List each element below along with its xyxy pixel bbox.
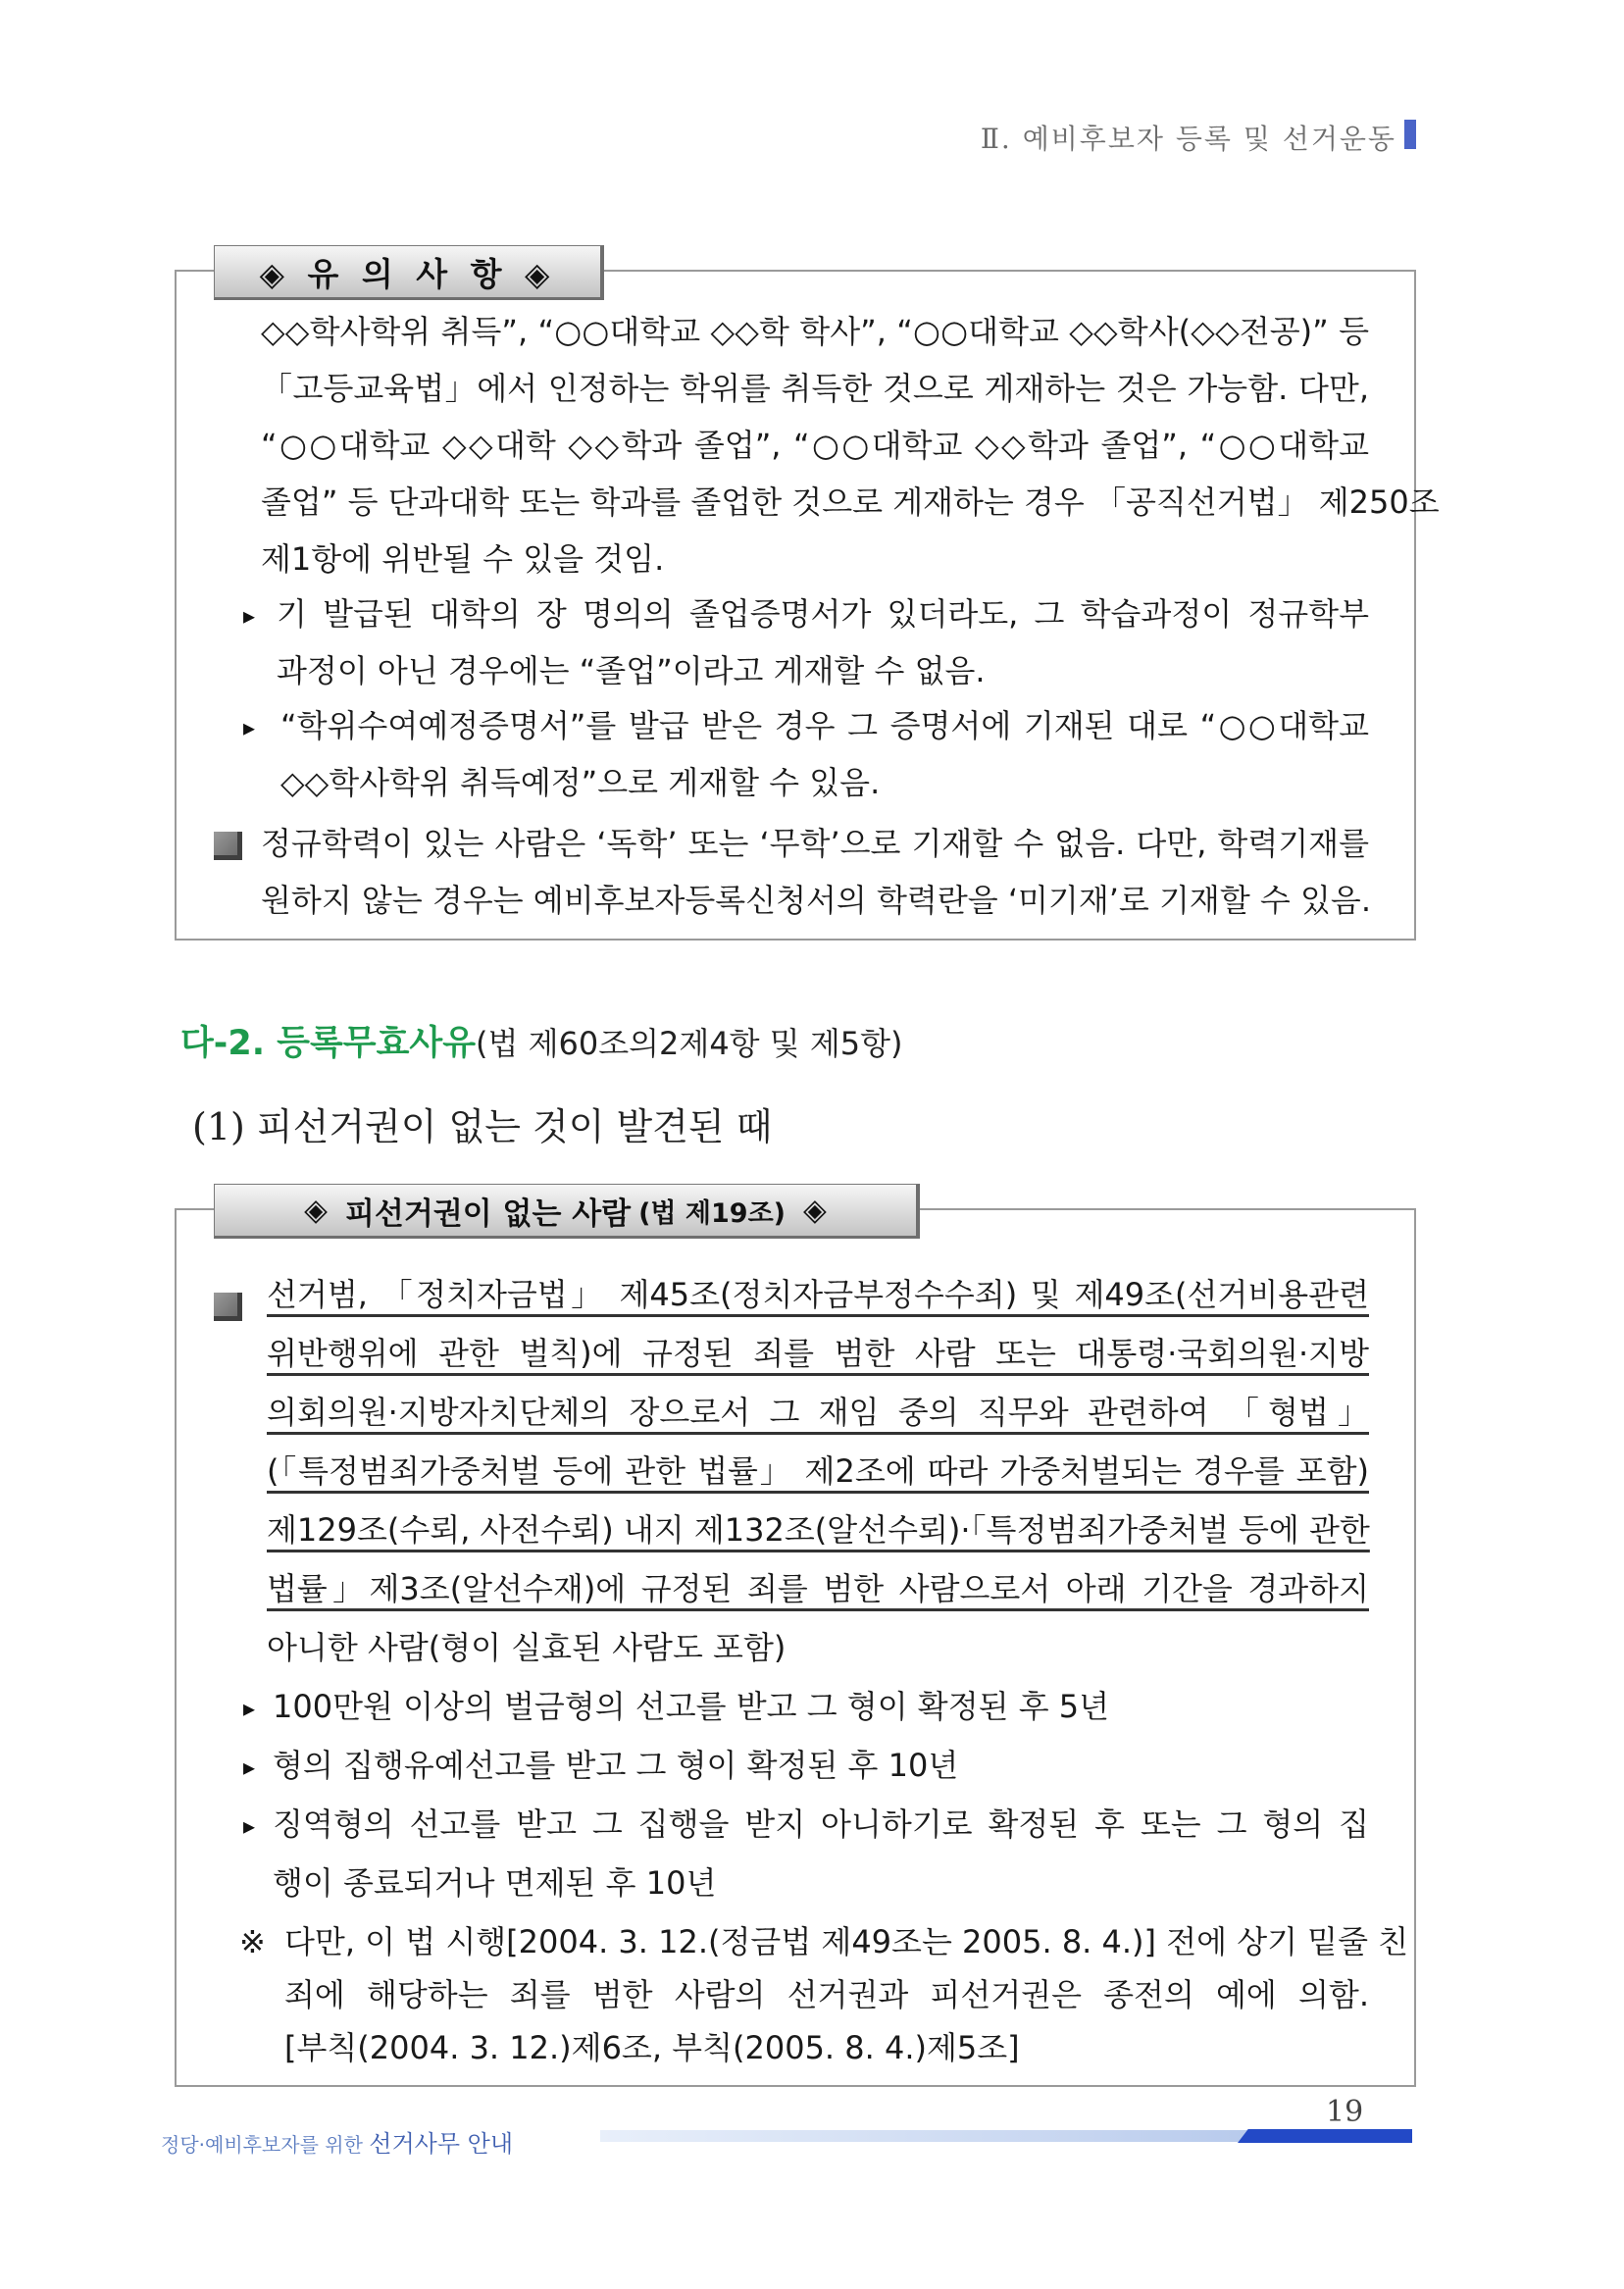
section-title-main: 다-2. 등록무효사유 xyxy=(180,1024,477,1063)
notice-line: 졸업” 등 단과대학 또는 학과를 졸업한 것으로 게재하는 경우 「공직선거법」 제250조 xyxy=(261,483,1440,521)
ineligible-line: 제129조(수뢰, 사전수뢰) 내지 제132조(알선수뢰)·「특정범죄가중처벌 등에 관한 xyxy=(267,1511,1370,1549)
header-accent-bar xyxy=(1404,120,1416,149)
footer-title-small: 정당·예비후보자를 위한 xyxy=(161,2133,363,2157)
page-number: 19 xyxy=(1326,2095,1364,2129)
notice-line: ◇◇학사학위 취득”, “○○대학교 ◇◇학 학사”, “○○대학교 ◇◇학사(◇◇전공)” 등 xyxy=(261,313,1369,350)
ineligible-note-line: 다만, 이 법 시행[2004. 3. 12.(정금법 제49조는 2005. 8. 4.)] 전에 상기 밑줄 친 xyxy=(284,1923,1409,1960)
notice-bullet-line: 기 발급된 대학의 장 명의의 졸업증명서가 있더라도, 그 학습과정이 정규학부 xyxy=(277,595,1369,633)
ineligible-bullet-line: 100만원 이상의 벌금형의 선고를 받고 그 형이 확정된 후 5년 xyxy=(273,1688,1110,1725)
ineligible-bullet-line: 징역형의 선고를 받고 그 집행을 받지 아니하기로 확정된 후 또는 그 형의 집 xyxy=(273,1806,1369,1843)
ineligible-line-underlined: 법률」제3조(알선수재)에 규정된 죄를 범한 사람으로서 아래 기간을 경과하지 xyxy=(267,1570,1369,1607)
diamond-icon: ◈ xyxy=(304,1193,328,1228)
ineligible-line: 선거범, 「정치자금법」 제45조(정치자금부정수수죄) 및 제49조(선거비용관련 xyxy=(267,1276,1369,1313)
running-header: Ⅱ. 예비후보자 등록 및 선거운동 xyxy=(980,123,1396,155)
square-bullet-icon xyxy=(214,832,242,860)
triangle-bullet-icon: ▸ xyxy=(243,602,256,630)
footer-title-big: 선거사무 안내 xyxy=(369,2130,514,2158)
ineligible-bullet-line: 행이 종료되거나 면제된 후 10년 xyxy=(273,1864,717,1902)
ineligible-box-tab xyxy=(214,1184,920,1239)
triangle-bullet-icon: ▸ xyxy=(243,714,256,741)
ineligible-line xyxy=(267,1569,1369,1608)
footer-accent-bar xyxy=(1238,2129,1412,2143)
notice-bullet-line: 과정이 아닌 경우에는 “졸업”이라고 게재할 수 없음. xyxy=(277,652,986,689)
ineligible-line: 의회의원·지방자치단체의 장으로서 그 재임 중의 직무와 관련하여 「형법」 xyxy=(267,1394,1369,1431)
notice-line: “○○대학교 ◇◇대학 ◇◇학과 졸업”, “○○대학교 ◇◇학과 졸업”, “○○대학교 xyxy=(261,427,1369,464)
notice-square-line: 정규학력이 있는 사람은 ‘독학’ 또는 ‘무학’으로 기재할 수 없음. 다만, 학력기재를 xyxy=(261,825,1369,862)
diamond-icon: ◈ xyxy=(803,1193,827,1228)
ineligible-tab-title: 피선거권이 없는 사람 xyxy=(344,1195,632,1232)
ineligible-note-line: 죄에 해당하는 죄를 범한 사람의 선거권과 피선거권은 종전의 예에 의함. xyxy=(284,1976,1369,2013)
notice-line: 제1항에 위반될 수 있을 것임. xyxy=(261,540,665,578)
ineligible-line: 아니한 사람(형이 실효된 사람도 포함) xyxy=(267,1629,787,1666)
reference-mark-icon: ※ xyxy=(239,1923,266,1960)
triangle-bullet-icon: ▸ xyxy=(243,1695,256,1722)
notice-bullet-line: “학위수여예정증명서”를 발급 받은 경우 그 증명서에 기재된 대로 “○○대학교 xyxy=(280,707,1369,744)
notice-line: 「고등교육법」에서 인정하는 학위를 취득한 것으로 게재하는 것은 가능함. 다만, xyxy=(261,370,1369,407)
triangle-bullet-icon: ▸ xyxy=(243,1812,256,1840)
section-subtitle: (1) 피선거권이 없는 것이 발견된 때 xyxy=(192,1105,773,1148)
square-bullet-icon xyxy=(214,1293,242,1321)
section-title-suffix: (법 제60조의2제4항 및 제5항) xyxy=(476,1025,903,1062)
ineligible-line: (「특정범죄가중처벌 등에 관한 법률」 제2조에 따라 가중처벌되는 경우를 포함) xyxy=(267,1452,1369,1490)
ineligible-note-line: [부칙(2004. 3. 12.)제6조, 부칙(2005. 8. 4.)제5조] xyxy=(284,2029,1020,2066)
triangle-bullet-icon: ▸ xyxy=(243,1754,256,1781)
notice-box-tab: ◈ 유 의 사 항 ◈ xyxy=(214,245,604,300)
ineligible-line: 위반행위에 관한 벌칙)에 규정된 죄를 범한 사람 또는 대통령·국회의원·지방 xyxy=(267,1335,1369,1372)
section-title xyxy=(180,1016,903,1065)
notice-bullet-line: ◇◇학사학위 취득예정”으로 게재할 수 있음. xyxy=(280,764,881,801)
ineligible-bullet-line: 형의 집행유예선고를 받고 그 형이 확정된 후 10년 xyxy=(273,1747,959,1784)
notice-square-line: 원하지 않는 경우는 예비후보자등록신청서의 학력란을 ‘미기재’로 기재할 수 있음. xyxy=(261,882,1371,919)
ineligible-tab-law: (법 제19조) xyxy=(638,1197,786,1229)
footer-title xyxy=(161,2124,513,2159)
